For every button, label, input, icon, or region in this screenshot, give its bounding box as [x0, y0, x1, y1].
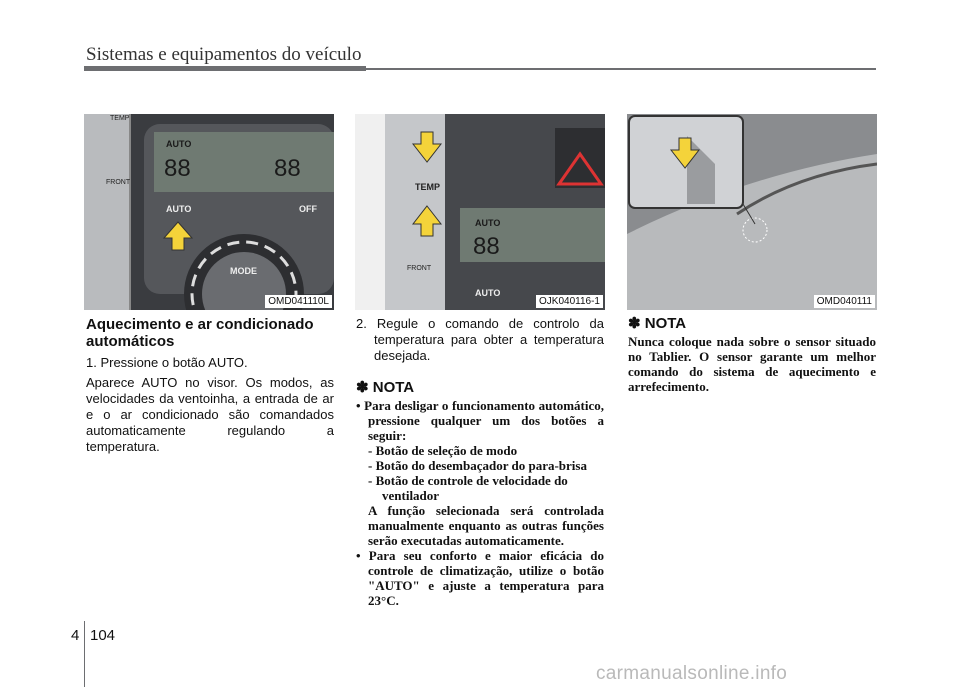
nota-continuation: A função selecionada será controlada manualmente enquanto as outras funções serão executadas automaticamente. — [368, 503, 604, 548]
nota-title: ✽ NOTA — [628, 315, 687, 332]
figure-code: OMD041110L — [265, 295, 332, 308]
header-title: Sistemas e equipamentos do veículo — [86, 44, 362, 65]
step-2: 2. Regule o comando de controlo da temperatura para obter a temperatura desejada. — [356, 316, 604, 363]
column-1 — [86, 316, 334, 455]
nota-sub-item: - Botão do desembaçador do para-brisa — [368, 458, 587, 473]
column-3 — [628, 300, 876, 394]
figure-auto-button — [84, 114, 334, 310]
panel-label: 88 — [164, 155, 191, 182]
panel-label: AUTO — [475, 288, 501, 298]
temp-panel-illustration — [355, 114, 605, 310]
nota-bullet: • Para seu conforto e maior eficácia do controle de climatização, utilize o botão "AUTO" e ajuste a temperatura para 23°C. — [356, 548, 604, 608]
chapter-number: 4 — [71, 627, 80, 644]
nota-bullet: • Para desligar o funcionamento automático, pressione qualquer um dos botões a seguir: — [356, 398, 604, 443]
figure-temp-control — [355, 114, 605, 310]
page-number: 104 — [90, 627, 116, 644]
panel-label: AUTO — [475, 218, 501, 228]
nota-title: ✽ NOTA — [356, 379, 415, 396]
panel-label: AUTO — [166, 204, 192, 214]
panel-label: TEMP — [110, 115, 130, 122]
header-line — [366, 68, 876, 70]
sensor-note: Nunca coloque nada sobre o sensor situado no Tablier. O sensor garante um melhor comando do sistema de aquecimento e arrefecimento. — [628, 334, 876, 394]
watermark: carmanualsonline.info — [596, 663, 788, 684]
panel-label: 88 — [274, 155, 301, 182]
footer-rule — [84, 621, 85, 687]
climate-panel-illustration — [84, 114, 334, 310]
nota-sub-item: - Botão de controle de velocidade do ventilador — [368, 473, 568, 503]
section-heading: Aquecimento e ar condicionado automáticos — [86, 316, 314, 350]
panel-label: TEMP — [415, 182, 441, 192]
header-bar — [84, 66, 366, 71]
panel-label: MODE — [230, 266, 257, 276]
sensor-illustration — [627, 114, 877, 310]
panel-label: 88 — [473, 233, 500, 260]
panel-label: AUTO — [166, 139, 192, 149]
figure-code: OJK040116-1 — [536, 295, 603, 308]
figure-code: OMD040111 — [814, 295, 875, 308]
column-2 — [356, 316, 604, 608]
figure-sensor — [627, 114, 877, 310]
step-1: 1. Pressione o botão AUTO. — [86, 355, 248, 370]
panel-label: FRONT — [407, 265, 432, 272]
panel-label: OFF — [299, 204, 317, 214]
nota-sub-item: - Botão de seleção de modo — [368, 443, 518, 458]
panel-label: FRONT — [106, 179, 131, 186]
auto-description: Aparece AUTO no visor. Os modos, as velocidades da ventoinha, a entrada de ar e o ar condicionado são comandados automaticamente regulando a temperatura. — [86, 375, 334, 454]
